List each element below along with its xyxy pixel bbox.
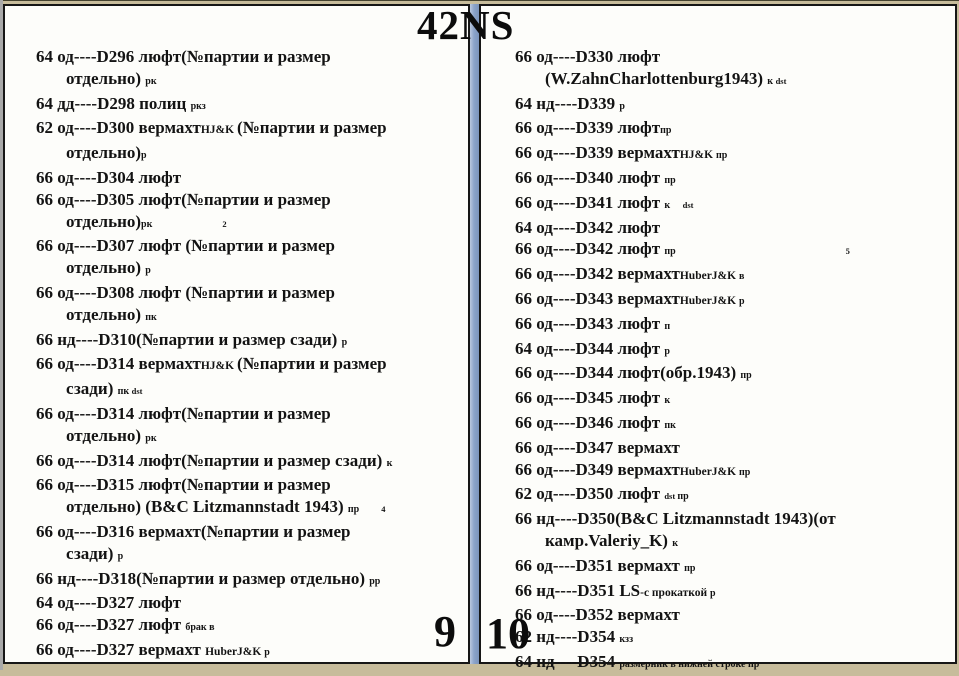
- entry-line: [36, 543, 462, 568]
- entry-segment: рк: [145, 432, 157, 444]
- entry-line: [515, 459, 949, 484]
- entry-segment: 66 од----D327 вермахт: [36, 639, 206, 659]
- page-header-title: 42NS: [417, 2, 515, 48]
- entry-line: [36, 282, 462, 304]
- entry-segment: 66 од----D314 вермахт: [36, 354, 201, 374]
- entry-segment: HJ&K: [200, 124, 237, 137]
- entry-segment: пр: [738, 466, 751, 478]
- entry-segment: 62 од----D350 люфт: [515, 484, 665, 504]
- entry-segment: HuberJ&K: [679, 465, 739, 478]
- entry-line: [515, 580, 949, 605]
- entry-segment: 66 од----D344 люфт(обр.1943): [515, 363, 741, 383]
- entry-segment: р: [709, 587, 716, 599]
- entry-segment: сзади): [66, 379, 118, 399]
- entry-line: [515, 437, 949, 459]
- entry-line: [36, 235, 462, 257]
- entry-segment: рк: [145, 75, 157, 87]
- entry-segment: сзади): [66, 543, 118, 563]
- entry-segment: рк: [141, 218, 153, 230]
- entry-segment: пр: [664, 246, 676, 258]
- entry-line: [515, 362, 949, 387]
- entry-segment: 66 од----D308 люфт (№партии и размер: [36, 282, 335, 302]
- entry-segment: пр: [664, 174, 676, 186]
- entry-line: [36, 68, 462, 93]
- entry-line: [36, 353, 462, 378]
- entry-line: [36, 639, 462, 664]
- entry-segment: п: [664, 320, 671, 332]
- entry-segment: (W.ZahnCharlottenburg1943): [545, 68, 768, 88]
- entry-line: [36, 496, 462, 521]
- entry-line: [515, 604, 949, 626]
- entry-line: [36, 167, 462, 189]
- entry-line: [515, 192, 949, 217]
- entry-segment: 64 нд----D354: [515, 651, 620, 671]
- entry-line: [36, 450, 462, 475]
- entry-segment: 64 од----D327 люфт: [36, 593, 182, 613]
- entry-line: [36, 117, 462, 142]
- entry-segment: р: [117, 550, 124, 562]
- entry-segment: отдельно): [66, 211, 142, 231]
- entry-line: [36, 329, 462, 354]
- page-right-text: [481, 6, 955, 676]
- entry-segment: HuberJ&K: [679, 270, 739, 283]
- entry-line: [515, 167, 949, 192]
- entry-line: [36, 403, 462, 425]
- entry-segment: 66 нд----D310(№партии и размер сзади): [36, 329, 342, 349]
- entry-line: [36, 211, 462, 236]
- entry-segment: камр.Valeriy_K): [545, 530, 673, 550]
- entry-line: [36, 614, 462, 639]
- entry-segment: 66 од----D352 вермахт: [515, 605, 680, 625]
- entry-segment: отдельно) (B&C Litzmannstadt 1943): [66, 497, 348, 517]
- entry-segment: 64 нд----D339: [515, 93, 620, 113]
- entry-segment: HJ&K: [200, 360, 237, 373]
- entry-segment: 66 од----D345 люфт: [515, 388, 665, 408]
- entry-segment: 64 од----D342 люфт: [515, 217, 661, 237]
- entry-line: [36, 592, 462, 614]
- entry-segment: 66 од----D314 люфт(№партии и размер: [36, 403, 331, 423]
- entry-segment: 66 од----D330 люфт: [515, 47, 661, 66]
- entry-segment: 64 дд----D298 полиц: [36, 93, 191, 113]
- entry-segment: к: [386, 457, 393, 469]
- entry-segment: HuberJ&K: [205, 645, 265, 658]
- entry-line: [515, 217, 949, 239]
- entry-segment: 66 од----D304 люфт: [36, 167, 182, 187]
- entry-segment: 66 од----D342 люфт: [515, 239, 665, 259]
- entry-segment: dst: [131, 386, 143, 397]
- entry-line: [515, 387, 949, 412]
- entry-segment: dst: [664, 491, 678, 502]
- entry-segment: 66 од----D327 люфт: [36, 615, 186, 635]
- entry-line: [36, 304, 462, 329]
- entry-segment: отдельно): [66, 304, 146, 324]
- entry-segment: dst: [775, 75, 787, 86]
- entry-segment: пр: [684, 562, 696, 574]
- entry-line: [515, 530, 949, 555]
- entry-segment: (№партии и размер: [236, 118, 387, 138]
- entry-line: [515, 238, 949, 263]
- entry-segment: 2: [222, 218, 227, 229]
- entry-line: [515, 412, 949, 437]
- entry-line: [515, 555, 949, 580]
- entry-segment: HJ&K: [679, 149, 716, 162]
- entry-segment: HuberJ&K: [679, 294, 739, 307]
- entry-segment: р: [664, 345, 670, 357]
- page-left-text: [5, 6, 468, 664]
- page-left: [3, 4, 470, 664]
- entry-segment: р: [145, 265, 151, 277]
- entry-segment: размерник в нижней строке пр: [619, 658, 760, 670]
- entry-segment: в: [738, 271, 745, 283]
- entry-segment: 66 од----D341 люфт: [515, 192, 665, 212]
- entry-segment: р: [341, 336, 348, 348]
- entry-line: [515, 508, 949, 530]
- entry-segment: 66 нд----D350(B&C Litzmannstadt 1943)(от: [515, 509, 836, 529]
- entry-line: [36, 189, 462, 211]
- entry-segment: 5: [845, 246, 850, 257]
- entry-segment: 66 од----D342 вермахт: [515, 264, 680, 284]
- entry-segment: к: [664, 395, 671, 407]
- entry-segment: -с прокаткой: [640, 586, 710, 599]
- entry-segment: 66 од----D315 люфт(№партии и размер: [36, 475, 331, 495]
- entry-segment: к: [767, 75, 776, 87]
- entry-segment: рр: [369, 575, 381, 587]
- entry-line: [36, 142, 462, 167]
- entry-segment: пк: [664, 419, 676, 431]
- entry-segment: 66 од----D347 вермахт: [515, 437, 680, 457]
- entry-line: [515, 626, 949, 651]
- page-number-right: 10: [486, 609, 530, 658]
- entry-line: [515, 46, 949, 68]
- entry-line: [515, 263, 949, 288]
- entry-segment: 62 од----D300 вермахт: [36, 118, 201, 138]
- entry-line: [36, 568, 462, 593]
- entry-line: [515, 117, 949, 142]
- entry-segment: отдельно): [66, 68, 146, 88]
- entry-segment: 66 од----D314 люфт(№партии и размер сзади): [36, 450, 387, 470]
- entry-line: [515, 338, 949, 363]
- entry-line: [36, 93, 462, 118]
- entry-segment: 66 од----D340 люфт: [515, 167, 665, 187]
- entry-line: [36, 425, 462, 450]
- entry-segment: к: [672, 537, 678, 549]
- entry-segment: отдельно): [66, 425, 146, 445]
- entry-segment: пк: [145, 311, 157, 323]
- entry-segment: кзз: [619, 634, 634, 646]
- entry-segment: пр: [347, 504, 360, 516]
- page-divider: [470, 4, 479, 664]
- entry-line: [36, 521, 462, 543]
- entry-segment: р: [141, 150, 147, 162]
- entry-segment: к: [664, 199, 673, 211]
- entry-line: [515, 483, 949, 508]
- entry-segment: 4: [381, 504, 386, 515]
- entry-line: [515, 68, 949, 93]
- page-right: [479, 4, 957, 671]
- entry-segment: 66 од----D305 люфт(№партии и размер: [36, 189, 331, 209]
- entry-segment: 66 нд----D351 LS: [515, 580, 641, 600]
- entry-segment: 66 од----D349 вермахт: [515, 459, 680, 479]
- entry-segment: 64 од----D296 люфт(№партии и размер: [36, 47, 331, 66]
- page-number-left: 9: [434, 607, 456, 656]
- entry-segment: р: [264, 646, 270, 658]
- entry-segment: пр: [660, 125, 672, 137]
- entry-line: [515, 142, 949, 167]
- entry-segment: 66 од----D343 люфт: [515, 313, 665, 333]
- entry-segment: (№партии и размер: [236, 354, 387, 374]
- entry-segment: 66 нд----D318(№партии и размер отдельно): [36, 568, 370, 588]
- entry-segment: 66 од----D343 вермахт: [515, 288, 680, 308]
- entry-segment: 66 од----D346 люфт: [515, 412, 665, 432]
- entry-segment: пр: [715, 150, 728, 162]
- entry-segment: брак в: [185, 622, 215, 634]
- entry-line: [36, 46, 462, 68]
- entry-line: [515, 288, 949, 313]
- top-border: [0, 0, 959, 1]
- entry-segment: dst: [682, 199, 694, 210]
- entry-segment: 66 од----D339 люфт: [515, 118, 661, 138]
- entry-segment: 66 од----D339 вермахт: [515, 143, 680, 163]
- entry-segment: 66 од----D316 вермахт(№партии и размер: [36, 521, 351, 541]
- entry-segment: пр: [677, 491, 689, 503]
- entry-line: [515, 313, 949, 338]
- entry-segment: отдельно): [66, 143, 142, 163]
- entry-segment: р: [619, 100, 625, 112]
- entry-segment: пр: [740, 370, 752, 382]
- entry-line: [515, 93, 949, 118]
- entry-segment: ркз: [190, 100, 206, 112]
- entry-line: [36, 257, 462, 282]
- entry-segment: 64 од----D344 люфт: [515, 338, 665, 358]
- entry-segment: отдельно): [66, 258, 146, 278]
- entry-segment: р: [738, 295, 745, 307]
- entry-segment: пк: [117, 386, 132, 398]
- entry-segment: 66 од----D351 вермахт: [515, 555, 685, 575]
- entry-segment: 62 нд----D354: [515, 627, 620, 647]
- entry-line: [36, 378, 462, 403]
- entry-line: [515, 651, 949, 676]
- entry-line: [36, 474, 462, 496]
- entry-segment: 66 од----D307 люфт (№партии и размер: [36, 236, 335, 256]
